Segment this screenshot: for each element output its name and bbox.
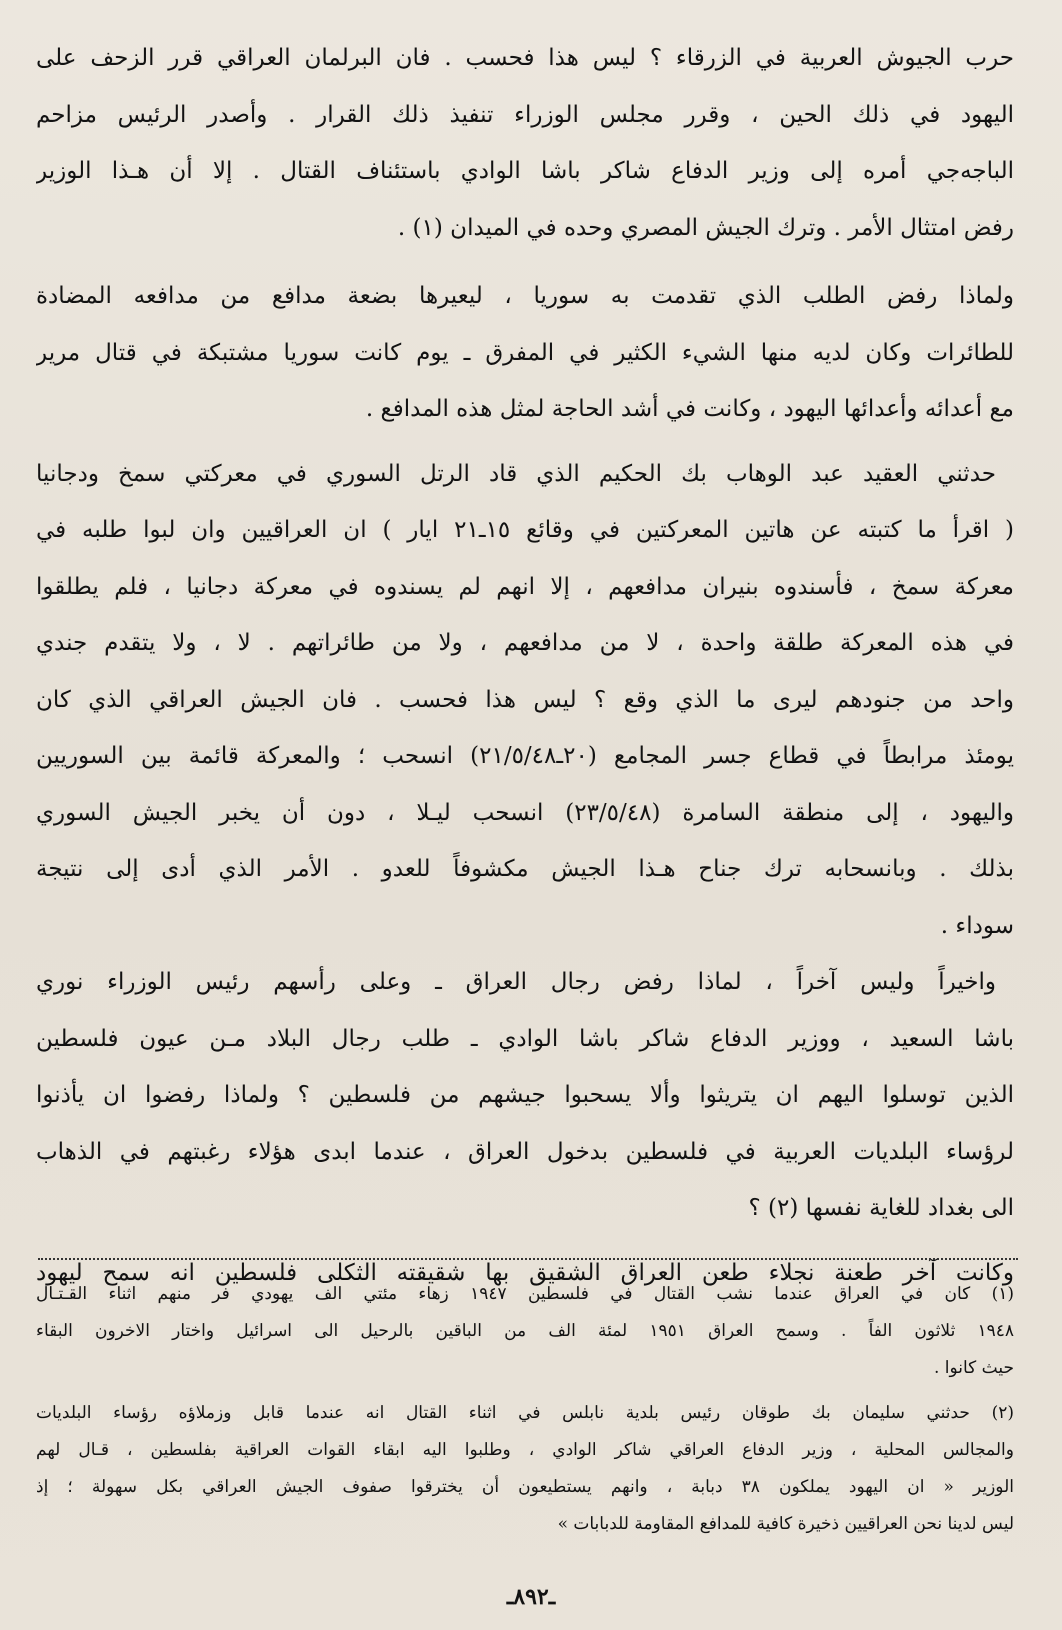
text-line: وكانت آخر طعنة نجلاء طعن العراق الشقيق بها شقيقته الثكلى فلسطين انه سمح ليهود xyxy=(36,1259,1014,1286)
text-line: ( اقرأ ما كتبته عن هاتين المعركتين في وقائع ١٥ـ٢١ ايار ) ان العراقيين وان لبوا طلبه في xyxy=(36,517,1014,543)
text-line: مع أعدائه وأعدائها اليهود ، وكانت في أشد الحاجة لمثل هذه المدافع . xyxy=(365,396,1014,422)
paragraph-3 xyxy=(36,446,1014,955)
text-line: الباجه‌جي أمره إلى وزير الدفاع شاكر باشا الوادي باستئناف القتال . إلا أن هـذا الوزير xyxy=(36,158,1014,184)
text-line: ولماذا رفض الطلب الذي تقدمت به سوريا ، ليعيرها بضعة مدافع من مدافعه المضادة xyxy=(36,283,1014,309)
text-line: حرب الجيوش العربية في الزرقاء ؟ ليس هذا فحسب . فان البرلمان العراقي قرر الزحف على xyxy=(36,45,1014,71)
page-number: ـ٨٩٢ـ xyxy=(506,1584,556,1610)
text-line: رفض امتثال الأمر . وترك الجيش المصري وحده في الميدان (١) . xyxy=(397,214,1014,241)
text-line: اليهود في ذلك الحين ، وقرر مجلس الوزراء تنفيذ ذلك القرار . وأصدر الرئيس مزاحم xyxy=(36,101,1014,128)
text-line: واحد من جنودهم ليرى ما الذي وقع ؟ ليس هذا فحسب . فان الجيش العراقي الذي كان xyxy=(36,686,1014,713)
footnote-line: (٢) حدثني سليمان بك طوقان رئيس بلدية نابلس في اثناء القتال انه عندما قابل وزملاؤه رؤساء البلديات xyxy=(36,1403,1014,1423)
paragraph-gap xyxy=(36,256,1014,268)
footnote-line: حيث كانوا . xyxy=(933,1358,1014,1378)
text-line: لرؤساء البلديات العربية في فلسطين بدخول العراق ، عندما ابدى هؤلاء رغبتهم في الذهاب xyxy=(36,1138,1014,1165)
footnote-line: ليس لدينا نحن العراقيين ذخيرة كافية للمدافع المقاومة للدبابات » xyxy=(557,1514,1014,1534)
footnotes xyxy=(36,1276,1014,1543)
text-line: يومئذ مرابطاً في قطاع جسر المجامع (٢٠ـ٢١/٥/٤٨) انسحب ؛ والمعركة قائمة بين السوريين xyxy=(36,743,1014,769)
text-line: الى بغداد للغاية نفسها (٢) ؟ xyxy=(748,1195,1014,1221)
main-text xyxy=(36,30,1014,1286)
text-line: للطائرات وكان لديه منها الشيء الكثير في المفرق ـ يوم كانت سوريا مشتبكة في قتال مرير xyxy=(36,339,1014,366)
text-line: باشا السعيد ، ووزير الدفاع شاكر باشا الوادي ـ طلب رجال البلاد مـن عيون فلسطين xyxy=(36,1025,1014,1052)
footnote-separator xyxy=(38,1258,1018,1260)
footnote-1 xyxy=(36,1276,1014,1387)
text-line: معركة سمخ ، فأسندوه بنيران مدافعهم ، إلا انهم لم يسندوه في معركة دجانيا ، فلم يطلقوا xyxy=(36,573,1014,600)
paragraph-gap xyxy=(36,1237,1014,1245)
text-line: بذلك . وبانسحابه ترك جناح هـذا الجيش مكشوفاً للعدو . الأمر الذي أدى إلى نتيجة xyxy=(36,856,1014,882)
text-line: واخيراً وليس آخراً ، لماذا رفض رجال العراق ـ وعلى رأسهم رئيس الوزراء نوري xyxy=(36,969,996,995)
text-line: حدثني العقيد عبد الوهاب بك الحكيم الذي قاد الرتل السوري في معركتي سمخ ودجانيا xyxy=(36,460,996,487)
footnote-2 xyxy=(36,1395,1014,1543)
text-line: في هذه المعركة طلقة واحدة ، لا من مدافعهم ، ولا من طائراتهم . لا ، ولا يتقدم جندي xyxy=(36,630,1014,656)
paragraph-4 xyxy=(36,954,1014,1237)
footnote-line: ١٩٤٨ ثلاثون الفاً . وسمح العراق ١٩٥١ لمئة الف من الباقين بالرحيل الى اسرائيل واختار الاخرون البقاء xyxy=(36,1321,1014,1341)
footnote-line: الوزير « ان اليهود يملكون ٣٨ دبابة ، وانهم يستطيعون أن يخترقوا صفوف الجيش العراقي بكل سهولة ؛ إذ xyxy=(36,1477,1014,1497)
text-line: واليهود ، إلى منطقة السامرة (٢٣/٥/٤٨) انسحب ليـلا ، دون أن يخبر الجيش السوري xyxy=(36,799,1014,826)
footnote-line: والمجالس المحلية ، وزير الدفاع العراقي شاكر الوادي ، وطلبوا اليه ابقاء القوات العراقية بفلسطين ، قـال لهم xyxy=(36,1440,1014,1460)
text-line: سوداء . xyxy=(940,912,1014,939)
text-line: الذين توسلوا اليهم ان يتريثوا وألا يسحبوا جيشهم من فلسطين ؟ ولماذا رفضوا ان يأذنوا xyxy=(36,1082,1014,1108)
footnote-line: (١) كان في العراق عندما نشب القتال في فلسطين ١٩٤٧ زهاء مئتي الف يهودي فر منهم اثناء القـتـال xyxy=(36,1284,1014,1304)
paragraph-gap xyxy=(36,438,1014,446)
paragraph-1 xyxy=(36,30,1014,256)
paragraph-2 xyxy=(36,268,1014,438)
